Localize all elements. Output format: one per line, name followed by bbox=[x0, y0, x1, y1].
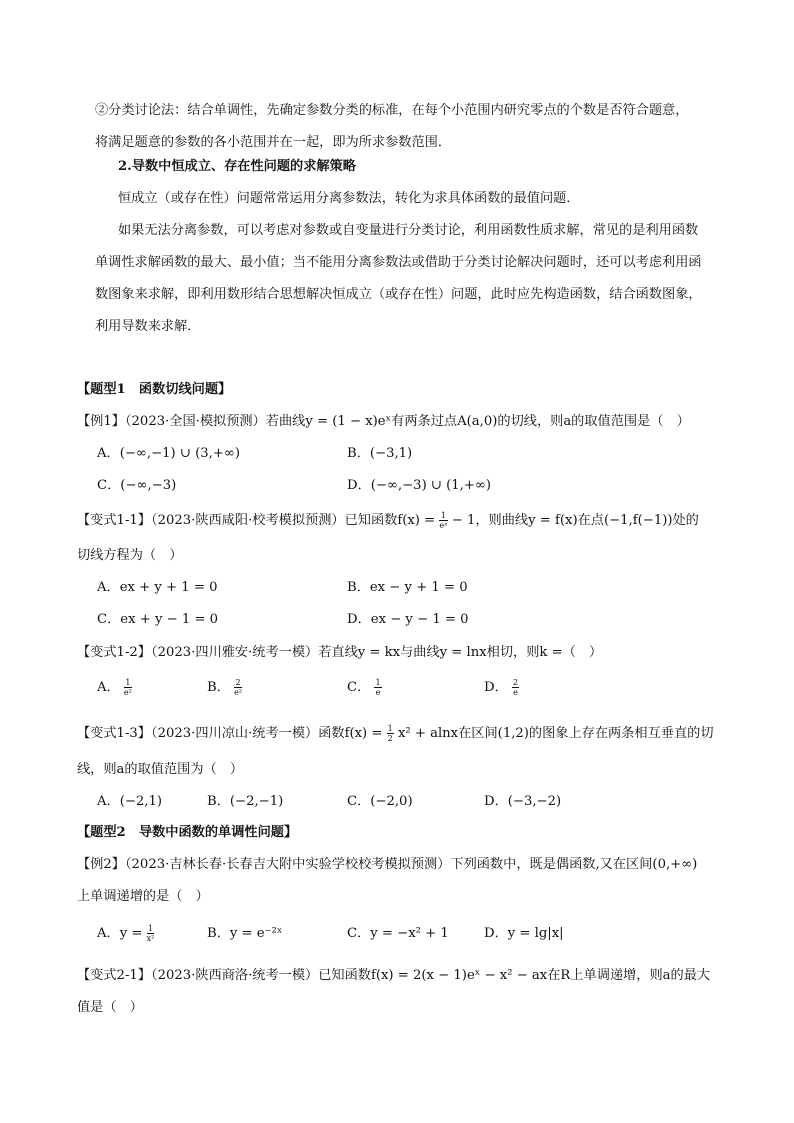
example2-option-a-fraction bbox=[147, 924, 155, 943]
variant1-3-option-d: D．(−3,−2) bbox=[484, 794, 562, 809]
section-heading-2: 2.导数中恒成立、存在性问题的求解策略 bbox=[118, 159, 356, 174]
variant1-2-option-d-denominator: e bbox=[513, 688, 518, 697]
variant1-3-fraction-numerator: 1 bbox=[387, 724, 393, 733]
variant1-2-option-a-label: A． bbox=[97, 680, 120, 695]
intro-paragraph-3-line-4: 利用导数来求解． bbox=[95, 319, 201, 334]
example2-option-a-numerator: 1 bbox=[147, 924, 154, 933]
example1-option-c: C．(−∞,−3) bbox=[97, 478, 177, 493]
variant1-1-option-b: B．ex − y + 1 = 0 bbox=[347, 580, 468, 595]
example1-option-d: D．(−∞,−3) ∪ (1,+∞) bbox=[347, 478, 492, 493]
variant1-1-stem-post: − 1，则曲线y = f(x)在点(−1,f(−1))处的 bbox=[451, 513, 699, 528]
example2-option-b: B．y = e⁻²ˣ bbox=[207, 926, 283, 941]
variant2-1-stem-line-1: 【变式2-1】（2023·陕西商洛·统考一模）已知函数f(x) = 2(x − 1)eˣ − x² − ax在R上单调递增，则a的最大 bbox=[77, 968, 711, 983]
variant1-2-option-c-numerator: 1 bbox=[375, 678, 381, 687]
example2-option-c: C．y = −x² + 1 bbox=[347, 926, 449, 941]
variant1-2-option-c-fraction bbox=[374, 678, 381, 697]
variant1-2-option-c-denominator: e bbox=[375, 688, 381, 697]
variant1-2-option-d-numerator: 2 bbox=[512, 678, 519, 687]
intro-paragraph-3-line-2: 单调性求解函数的最大、最小值；当不能用分离参数法或借助于分类讨论解决问题时，还可以考虑利用函 bbox=[95, 255, 702, 270]
variant1-2-option-d-fraction bbox=[512, 678, 519, 697]
variant1-2-option-d-label: D． bbox=[484, 680, 508, 695]
variant1-2-option-b-denominator: e² bbox=[234, 688, 243, 697]
variant2-1-stem-line-2: 值是（ ） bbox=[77, 1000, 143, 1015]
variant1-1-option-a: A．ex + y + 1 = 0 bbox=[97, 580, 218, 595]
variant1-3-stem-line-1 bbox=[77, 724, 714, 744]
intro-paragraph-3-line-3: 数图象来求解，即利用数形结合思想解决恒成立（或存在性）问题，此时应先构造函数，结合函数图象， bbox=[95, 287, 702, 302]
intro-paragraph-1-line-2: 将满足题意的参数的各小范围并在一起，即为所求参数范围． bbox=[95, 135, 452, 150]
variant1-1-option-c: C．ex + y − 1 = 0 bbox=[97, 612, 219, 627]
type1-heading: 【题型1 函数切线问题】 bbox=[77, 382, 232, 397]
intro-paragraph-1-line-1: ②分类讨论法：结合单调性，先确定参数分类的标准，在每个小范围内研究零点的个数是否符合题意， bbox=[95, 103, 689, 118]
variant1-3-stem-pre: 【变式1-3】（2023·四川凉山·统考一模）函数f(x) = bbox=[77, 726, 383, 741]
variant1-1-fraction bbox=[439, 511, 447, 530]
variant1-1-stem-pre: 【变式1-1】（2023·陕西咸阳·校考模拟预测）已知函数f(x) = bbox=[77, 513, 436, 528]
variant1-2-option-a bbox=[97, 678, 132, 698]
variant1-2-option-b bbox=[207, 678, 242, 698]
variant1-3-fraction bbox=[387, 724, 394, 743]
example2-option-d: D．y = lg|x| bbox=[484, 926, 564, 941]
example2-option-a-pre: A．y = bbox=[97, 926, 143, 941]
variant1-3-stem-post: x² + alnx在区间(1,2)的图象上存在两条相互垂直的切 bbox=[397, 726, 714, 741]
type2-heading: 【题型2 导数中函数的单调性问题】 bbox=[77, 825, 298, 840]
example2-option-a-denominator: x² bbox=[146, 934, 155, 943]
variant1-2-stem: 【变式1-2】（2023·四川雅安·统考一模）若直线y = kx与曲线y = lnx相切，则k =（ ） bbox=[77, 645, 603, 660]
variant1-1-stem-line-2: 切线方程为（ ） bbox=[77, 548, 183, 563]
variant1-3-option-b: B．(−2,−1) bbox=[207, 794, 284, 809]
variant1-3-fraction-denominator: 2 bbox=[387, 734, 393, 743]
variant1-1-fraction-denominator: eˣ bbox=[439, 521, 448, 530]
example2-stem-line-2: 上单调递增的是（ ） bbox=[77, 889, 209, 904]
example2-option-a bbox=[97, 924, 154, 944]
variant1-2-option-a-numerator: 1 bbox=[125, 678, 131, 687]
example2-stem-line-1: 【例2】（2023·吉林长春·长春吉大附中实验学校校考模拟预测）下列函数中，既是偶函数,又在区间(0,+∞) bbox=[77, 857, 698, 872]
variant1-2-option-c bbox=[347, 678, 382, 698]
variant1-2-option-c-label: C． bbox=[347, 680, 371, 695]
intro-paragraph-3-line-1: 如果无法分离参数，可以考虑对参数或自变量进行分类讨论，利用函数性质求解，常见的是利用函数 bbox=[118, 223, 699, 238]
example1-option-b: B．(−3,1) bbox=[347, 446, 413, 461]
variant1-3-option-c: C．(−2,0) bbox=[347, 794, 413, 809]
variant1-3-stem-line-2: 线，则a的取值范围为（ ） bbox=[77, 762, 244, 777]
variant1-2-option-a-fraction bbox=[124, 678, 132, 697]
variant1-2-option-b-numerator: 2 bbox=[235, 678, 241, 687]
variant1-2-option-a-denominator: e² bbox=[123, 688, 132, 697]
intro-paragraph-2: 恒成立（或存在性）问题常常运用分离参数法，转化为求具体函数的最值问题． bbox=[118, 191, 580, 206]
variant1-1-fraction-numerator: 1 bbox=[440, 511, 446, 520]
variant1-2-option-d bbox=[484, 678, 519, 698]
variant1-1-stem-line-1 bbox=[77, 511, 699, 531]
variant1-1-option-d: D．ex − y − 1 = 0 bbox=[347, 612, 469, 627]
variant1-2-option-b-label: B． bbox=[207, 680, 230, 695]
example1-option-a: A．(−∞,−1) ∪ (3,+∞) bbox=[97, 446, 241, 461]
variant1-3-option-a: A．(−2,1) bbox=[97, 794, 163, 809]
example1-stem: 【例1】（2023·全国·模拟预测）若曲线y = (1 − x)eˣ有两条过点A(a,0)的切线，则a的取值范围是（ ） bbox=[77, 414, 690, 429]
variant1-2-option-b-fraction bbox=[234, 678, 242, 697]
